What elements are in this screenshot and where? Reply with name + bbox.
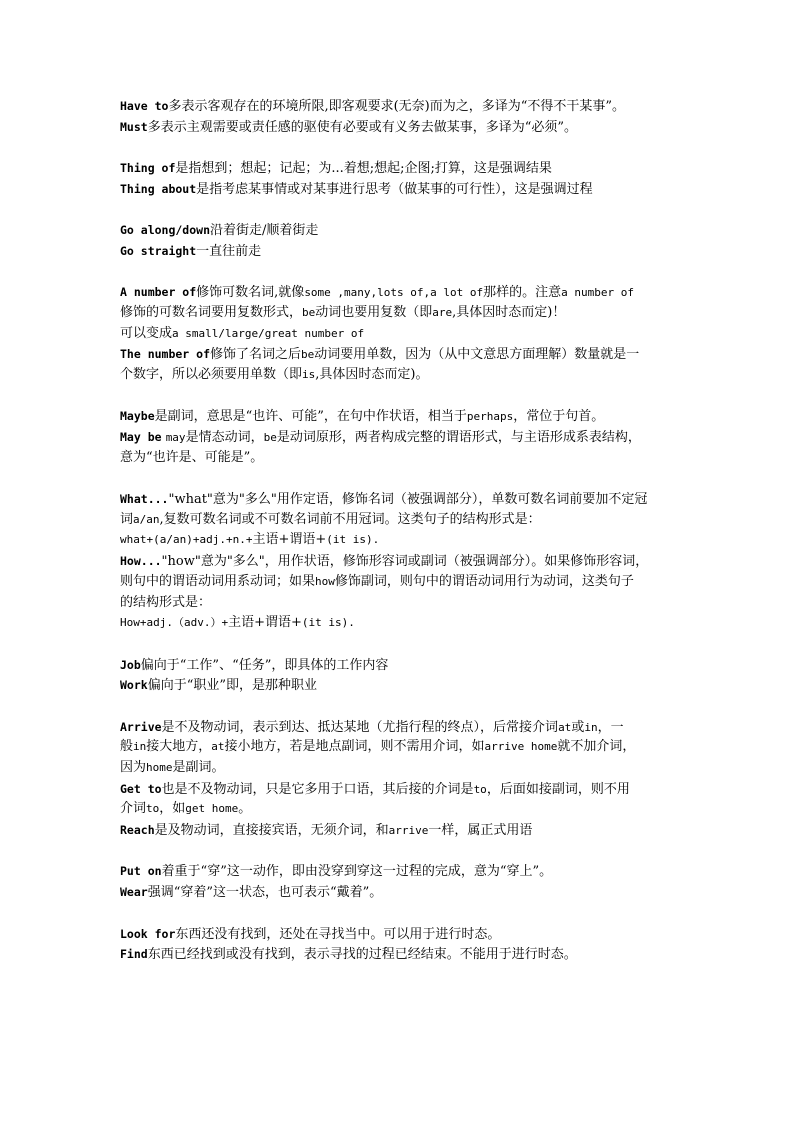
explanation-text: 一直往前走 <box>196 243 262 259</box>
keyword-term: Work <box>120 678 148 693</box>
explanation-text: 接大地方， <box>146 739 212 755</box>
explanation-text: 东西已经找到或没有找到，表示寻找的过程已经结束。不能用于进行时态。 <box>147 947 577 963</box>
text-line <box>120 655 688 676</box>
text-line <box>120 117 688 138</box>
inline-english: are <box>432 305 453 319</box>
inline-english: How+adj.（adv.）+ <box>120 616 229 630</box>
paragraph-gap <box>120 903 688 924</box>
text-line <box>120 924 688 945</box>
explanation-text: ，一 <box>597 719 624 735</box>
explanation-text: 因为 <box>120 760 147 775</box>
explanation-text: 的结构形式是： <box>120 594 212 610</box>
explanation-text: 修饰了名词之后 <box>210 347 302 363</box>
explanation-text: 般 <box>120 739 134 755</box>
keyword-term: Job <box>120 657 141 672</box>
inline-english: arrive <box>388 824 429 838</box>
inline-english: be <box>263 431 277 444</box>
text-line <box>120 427 688 448</box>
text-line <box>120 737 688 758</box>
explanation-text: 是及物动词，直接接宾语，无须介词，和 <box>154 823 389 839</box>
text-line <box>120 820 688 841</box>
text-line <box>120 344 688 365</box>
inline-english: (it is). <box>326 533 380 547</box>
inline-english: how <box>315 574 335 588</box>
inline-english: a number of <box>561 286 634 300</box>
explanation-text: 或 <box>571 719 585 735</box>
explanation-text: 是指想到；想起；记起；为...着想;想起;企图;打算，这是强调结果 <box>175 161 552 177</box>
inline-english: some ,many,lots of,a lot of <box>304 286 484 300</box>
keyword-term: Arrive <box>120 719 162 734</box>
text-line <box>120 613 688 634</box>
paragraph-gap <box>120 468 688 489</box>
text-line <box>120 593 688 614</box>
inline-english: to <box>473 782 487 796</box>
paragraph-gap <box>120 634 688 655</box>
keyword-term: May be <box>120 430 162 444</box>
document-body <box>120 96 688 965</box>
keyword-term: How... <box>120 554 162 569</box>
explanation-text: 着重于“穿”这一动作，即由没穿到穿这一过程的完成，意为“穿上”。 <box>161 864 553 880</box>
explanation-text: 词 <box>120 511 134 527</box>
explanation-text: "how"意为"多么"，用作状语，修饰形容词或副词（被强调部分）。如果修饰形容词， <box>161 554 649 570</box>
text-line <box>120 365 688 386</box>
inline-english: a small/large/great number of <box>172 326 365 340</box>
inline-english: at <box>558 720 572 734</box>
explanation-text: 修饰的可数名词要用复数形式， <box>120 304 303 320</box>
paragraph-gap <box>120 262 688 283</box>
text-line <box>120 448 688 469</box>
note-section <box>120 717 688 841</box>
text-line <box>120 572 688 593</box>
explanation-text: 强调“穿着”这一状态，也可表示“戴着”。 <box>147 885 383 901</box>
explanation-text: 东西还没有找到，还处在寻找当中。可以用于进行时态。 <box>175 926 501 942</box>
inline-english: to <box>146 802 160 816</box>
explanation-text: ，后面如接副词，则不用 <box>486 781 630 797</box>
text-line <box>120 861 688 882</box>
explanation-text: ，常位于句首。 <box>513 409 605 425</box>
explanation-text: 动词也要用复数（即 <box>315 304 433 320</box>
explanation-text: 主语+谓语+ <box>252 532 327 548</box>
keyword-term: Wear <box>120 885 148 900</box>
inline-english: may <box>165 431 186 444</box>
explanation-text: ,具体因时态而定)！ <box>452 304 566 320</box>
keyword-term: Put on <box>120 864 162 879</box>
keyword-term: What... <box>120 492 169 507</box>
text-line <box>120 799 688 820</box>
explanation-text: 是动词原形，两者构成完整的谓语形式，与主语形成系表结构， <box>276 430 641 445</box>
explanation-text: 多表示主观需要或责任感的驱使有必要或有义务去做某事，多译为“必须”。 <box>147 119 577 135</box>
text-line <box>120 779 688 800</box>
inline-english: is <box>302 367 316 381</box>
note-section <box>120 96 688 137</box>
paragraph-gap <box>120 841 688 862</box>
inline-english: a/an <box>133 512 160 526</box>
text-line <box>120 96 688 117</box>
note-section <box>120 158 688 199</box>
explanation-text: 是副词。 <box>172 760 225 775</box>
explanation-text: 偏向于“职业”即，是那种职业 <box>147 678 317 694</box>
text-line <box>120 510 688 531</box>
inline-english: arrive home <box>484 740 558 754</box>
keyword-term: Go straight <box>120 243 197 258</box>
text-line <box>120 944 688 965</box>
inline-english: in <box>584 720 598 734</box>
text-line <box>120 551 688 572</box>
inline-english: what+(a/an)+adj.+n.+ <box>120 533 253 547</box>
inline-english: be <box>302 305 316 319</box>
explanation-text: 修饰副词，则句中的谓语动词用行为动词，这类句子 <box>334 573 634 589</box>
note-section <box>120 220 688 261</box>
explanation-text: 修饰可数名词,就像 <box>196 285 305 301</box>
text-line <box>120 758 688 779</box>
text-line <box>120 220 688 241</box>
explanation-text: ,复数可数名词或不可数名词前不用冠词。这类句子的结构形式是： <box>159 511 541 527</box>
explanation-text: 动词要用单数，因为（从中文意思方面理解）数量就是一 <box>314 347 640 363</box>
keyword-term: The number of <box>120 347 211 362</box>
text-line <box>120 530 688 551</box>
explanation-text: "what"意为"多么"用作定语，修饰名词（被强调部分），单数可数名词前要加不定冠 <box>168 492 648 508</box>
explanation-text: 也是不及物动词，只是它多用于口语，其后接的介词是 <box>161 781 474 797</box>
note-section <box>120 655 688 696</box>
paragraph-gap <box>120 386 688 407</box>
explanation-text: ，如 <box>159 801 186 817</box>
keyword-term: Have to <box>120 99 169 113</box>
keyword-term: A number of <box>120 285 197 300</box>
keyword-term: Look for <box>120 926 176 941</box>
inline-english: be <box>301 348 315 362</box>
text-line <box>120 675 688 696</box>
paragraph-gap <box>120 199 688 220</box>
text-line <box>120 882 688 903</box>
inline-english: home <box>146 761 173 774</box>
inline-english: (it is). <box>301 616 355 630</box>
text-line <box>120 406 688 427</box>
keyword-term: Get to <box>120 781 162 796</box>
text-line <box>120 303 688 324</box>
keyword-term: Must <box>120 119 148 134</box>
explanation-text: 就不加介词， <box>557 739 636 755</box>
explanation-text: 主语+谓语+ <box>228 615 302 631</box>
text-line <box>120 179 688 200</box>
note-section <box>120 282 688 385</box>
text-line <box>120 241 688 262</box>
explanation-text: 个数字，所以必须要用单数（即 <box>120 366 303 382</box>
text-line <box>120 717 688 738</box>
explanation-text: 那样的。注意 <box>483 285 562 301</box>
explanation-text: 沿着街走/顺着街走 <box>210 223 319 239</box>
explanation-text: 。 <box>238 801 252 817</box>
note-section <box>120 861 688 902</box>
keyword-term: Thing about <box>120 181 197 196</box>
explanation-text: 是不及物动词，表示到达、抵达某地（尤指行程的终点），后常接介词 <box>161 719 559 735</box>
explanation-text: 多表示客观存在的环境所限,即客观要求(无奈)而为之，多译为“不得不干某事”。 <box>168 99 626 114</box>
inline-english: get home <box>185 802 239 816</box>
paragraph-gap <box>120 696 688 717</box>
explanation-text: 偏向于“工作”、“任务”，即具体的工作内容 <box>140 657 389 673</box>
inline-english: at <box>211 740 225 754</box>
explanation-text: ,具体因时态而定)。 <box>315 366 429 382</box>
text-line <box>120 158 688 179</box>
explanation-text: 一样，属正式用语 <box>428 823 533 839</box>
inline-english: perhaps <box>466 410 514 424</box>
keyword-term: Thing of <box>120 161 176 176</box>
explanation-text: 意为“也许是、可能是”。 <box>120 449 264 465</box>
keyword-term: Find <box>120 947 148 962</box>
explanation-text: 是指考虑某事情或对某事进行思考（做某事的可行性），这是强调过程 <box>196 181 593 197</box>
inline-english: in <box>133 740 147 754</box>
note-section <box>120 924 688 965</box>
explanation-text: 是副词，意思是“也许、可能”，在句中作状语，相当于 <box>154 409 467 425</box>
keyword-term: Go along/down <box>120 223 211 238</box>
explanation-text: 介词 <box>120 801 147 817</box>
explanation-text: 可以变成 <box>120 325 173 341</box>
text-line <box>120 324 688 345</box>
text-line <box>120 282 688 303</box>
explanation-text: 则句中的谓语动词用系动词；如果 <box>120 573 316 589</box>
keyword-term: Reach <box>120 823 155 838</box>
explanation-text: 接小地方，若是地点副词，则不需用介词，如 <box>224 739 485 755</box>
explanation-text: 是情态动词， <box>185 430 264 445</box>
text-line <box>120 489 688 510</box>
note-section <box>120 489 688 634</box>
note-section <box>120 406 688 468</box>
paragraph-gap <box>120 137 688 158</box>
keyword-term: Maybe <box>120 409 155 424</box>
